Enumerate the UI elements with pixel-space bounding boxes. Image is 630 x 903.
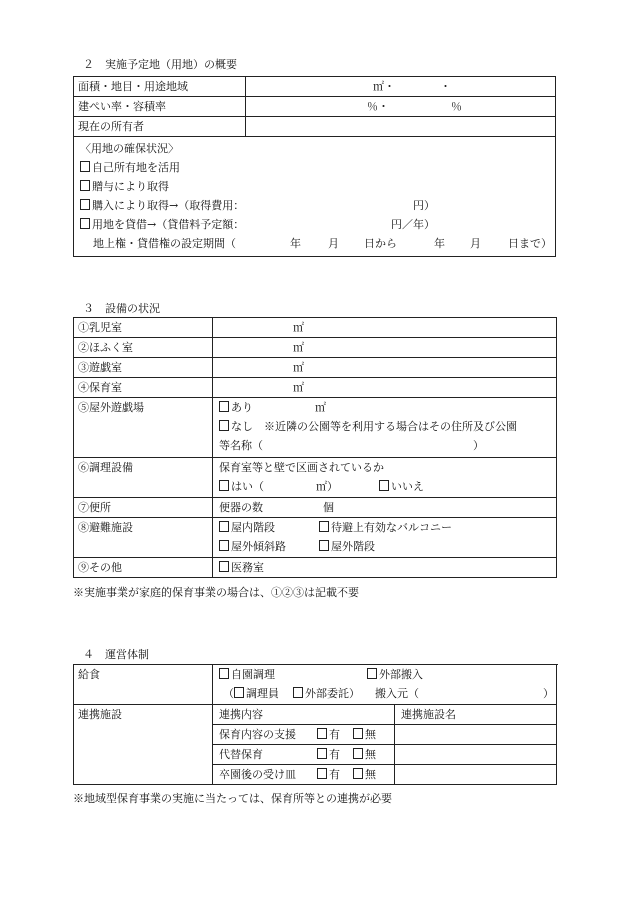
substitute-row-content <box>213 745 395 765</box>
floor-ratio-unit: ％ <box>451 100 462 113</box>
checkbox[interactable] <box>319 540 329 551</box>
no-label: 無 <box>365 748 376 761</box>
support-label: 保育内容の支援 <box>219 728 296 741</box>
lease-fee-unit: 円／年） <box>391 218 435 231</box>
checkbox[interactable] <box>367 668 377 679</box>
meal-label: 給食 <box>74 665 213 705</box>
area-unit: ㎡・ <box>373 80 395 93</box>
self-cooking-label: 自園調理 <box>231 668 275 681</box>
option-lease[interactable] <box>80 215 555 234</box>
external-delivery-option[interactable] <box>367 665 423 684</box>
section-2-heading: ２ 実施予定地（用地）の概要 <box>83 58 237 71</box>
toilet-count-unit: 個 <box>323 501 334 514</box>
checkbox[interactable] <box>219 521 229 532</box>
play-room-area[interactable] <box>213 358 557 378</box>
checkbox[interactable] <box>353 728 363 739</box>
acquisition-title: 〈用地の確保状況〉 <box>80 142 179 155</box>
support-no[interactable] <box>353 725 376 744</box>
checkbox[interactable] <box>80 199 90 210</box>
outdoor-stairs-label: 屋外階段 <box>331 540 375 553</box>
option-gift-label: 贈与により取得 <box>92 180 169 193</box>
support-yes[interactable] <box>317 725 340 744</box>
graduation-row-content <box>213 765 395 785</box>
partner-content-header: 連携内容 <box>213 705 395 725</box>
owner-row <box>74 117 556 137</box>
option-purchase-label: 購入により取得→（取得費用： <box>92 199 245 212</box>
balcony-label: 待避上有効なバルコニー <box>331 521 452 534</box>
park-name-line[interactable] <box>219 436 556 455</box>
meal-options <box>213 665 557 705</box>
checkbox[interactable] <box>219 420 229 431</box>
indoor-stairs-label: 屋内階段 <box>231 521 275 534</box>
checkbox[interactable] <box>293 687 303 698</box>
checkbox[interactable] <box>219 480 229 491</box>
yes-label: 有 <box>329 728 340 741</box>
facility-row-evacuation <box>74 518 557 558</box>
checkbox[interactable] <box>219 668 229 679</box>
no-label: 無 <box>365 728 376 741</box>
facility-row-nursery <box>74 378 557 398</box>
other-label: ⑨その他 <box>74 558 213 578</box>
area-unit: ㎡ <box>315 401 326 414</box>
operations-table <box>73 664 557 785</box>
start-year-label: 年 <box>290 237 301 250</box>
area-unit: ㎡ <box>293 361 304 374</box>
partner-facility-label: 連携施設 <box>74 705 213 785</box>
graduation-label: 卒園後の受け皿 <box>219 768 296 781</box>
land-acquisition-box <box>73 136 556 257</box>
evacuation-options <box>213 518 557 558</box>
section-3-heading: ３ 設備の状況 <box>83 302 160 315</box>
kitchen-label: ⑥調理設備 <box>74 458 213 498</box>
facility-row-play <box>74 358 557 378</box>
support-row-content <box>213 725 395 745</box>
option-own-land-label: 自己所有地を活用 <box>92 161 180 174</box>
toilet-count[interactable] <box>213 498 557 518</box>
end-day-label: 日まで） <box>508 237 552 250</box>
nursery-room-label: ④保育室 <box>74 378 213 398</box>
toilet-label: ⑦便所 <box>74 498 213 518</box>
site-summary-table <box>73 76 556 137</box>
kitchen-yes-label: はい（ <box>231 480 264 493</box>
cook-staff-label: 調理員 <box>246 687 279 700</box>
start-month-label: 月 <box>328 237 339 250</box>
coverage-label: 建ぺい率・容積率 <box>74 97 246 117</box>
outdoor-play-label: ⑤屋外遊戯場 <box>74 398 213 458</box>
crawling-room-area[interactable] <box>213 338 557 358</box>
checkbox[interactable] <box>317 728 327 739</box>
end-month-label: 月 <box>470 237 481 250</box>
balcony-option[interactable] <box>319 518 452 537</box>
self-cooking-option[interactable] <box>219 668 275 681</box>
checkbox[interactable] <box>317 748 327 759</box>
substitute-yes[interactable] <box>317 745 340 764</box>
substitute-label: 代替保育 <box>219 748 263 761</box>
staff-open-paren: （ <box>223 687 234 700</box>
substitute-partner-name[interactable] <box>395 745 557 765</box>
support-partner-name[interactable] <box>395 725 557 745</box>
area-field[interactable] <box>246 77 556 97</box>
area-row <box>74 77 556 97</box>
graduation-partner-name[interactable] <box>395 765 557 785</box>
evacuation-label: ⑧避難施設 <box>74 518 213 558</box>
meal-row <box>74 665 557 705</box>
delivery-source-close: ） <box>543 687 554 700</box>
graduation-no[interactable] <box>353 765 376 784</box>
park-name-label: 等名称（ <box>219 439 263 452</box>
area-label: 面積・地目・用途地域 <box>74 77 246 97</box>
coverage-unit: ％・ <box>367 100 389 113</box>
start-day-label: 日から <box>364 237 397 250</box>
area-unit: ㎡ <box>293 381 304 394</box>
outdoor-ramp-label: 屋外傾斜路 <box>231 540 286 553</box>
purchase-cost-unit: 円） <box>413 199 435 212</box>
checkbox[interactable] <box>219 401 229 412</box>
lease-period-line <box>80 234 555 253</box>
section-4-note: ※地域型保育事業の実施に当たっては、保育所等との連携が必要 <box>73 792 392 805</box>
park-name-close: ） <box>473 439 484 452</box>
yes-label: 有 <box>329 768 340 781</box>
nursery-room-area[interactable] <box>213 378 557 398</box>
checkbox[interactable] <box>379 480 389 491</box>
toilet-count-label: 便器の数 <box>219 501 263 514</box>
checkbox[interactable] <box>317 768 327 779</box>
outdoor-no-line[interactable] <box>219 417 556 436</box>
crawling-room-label: ②ほふく室 <box>74 338 213 358</box>
owner-label: 現在の所有者 <box>74 117 246 137</box>
checkbox[interactable] <box>80 180 90 191</box>
outdoor-yes-line[interactable] <box>219 398 556 417</box>
coverage-row <box>74 97 556 117</box>
end-year-label: 年 <box>434 237 445 250</box>
kitchen-question: 保育室等と壁で区画されているか <box>219 461 384 474</box>
area-separator: ・ <box>440 80 451 93</box>
checkbox[interactable] <box>219 540 229 551</box>
facility-row-toilet <box>74 498 557 518</box>
outdoor-play-options <box>213 398 557 458</box>
section-4-heading: ４ 運営体制 <box>83 648 149 661</box>
infant-room-area[interactable] <box>213 318 557 338</box>
kitchen-no-label: いいえ <box>391 480 424 493</box>
infirmary-label: 医務室 <box>231 561 264 574</box>
area-unit: ㎡ <box>293 341 304 354</box>
checkbox[interactable] <box>219 561 229 572</box>
kitchen-answer-line[interactable] <box>219 477 556 496</box>
partner-header-row <box>74 705 557 725</box>
external-delivery-label: 外部搬入 <box>379 668 423 681</box>
outdoor-stairs-option[interactable] <box>319 537 375 556</box>
yes-label: 有 <box>329 748 340 761</box>
outdoor-no-label: なし ※近隣の公園等を利用する場合はその住所及び公園 <box>231 420 517 433</box>
outsourced-label: 外部委託） <box>305 687 360 700</box>
graduation-yes[interactable] <box>317 765 340 784</box>
partner-name-header: 連携施設名 <box>395 705 557 725</box>
option-gift[interactable] <box>80 177 555 196</box>
option-purchase[interactable] <box>80 196 555 215</box>
facility-row-kitchen <box>74 458 557 498</box>
coverage-field[interactable] <box>246 97 556 117</box>
kitchen-options <box>213 458 557 498</box>
checkbox[interactable] <box>80 218 90 229</box>
checkbox[interactable] <box>80 161 90 172</box>
lease-period-label: 地上権・貸借権の設定期間（ <box>93 237 236 250</box>
checkbox[interactable] <box>319 521 329 532</box>
delivery-source-label: 搬入元（ <box>375 687 419 700</box>
checkbox[interactable] <box>353 768 363 779</box>
facility-row-other <box>74 558 557 578</box>
facility-row-outdoor <box>74 398 557 458</box>
outdoor-yes-label: あり <box>231 401 253 414</box>
option-own-land[interactable] <box>80 158 555 177</box>
option-lease-label: 用地を貸借→（貸借料予定額： <box>92 218 245 231</box>
facility-row-infant <box>74 318 557 338</box>
substitute-no[interactable] <box>353 745 376 764</box>
infant-room-label: ①乳児室 <box>74 318 213 338</box>
indoor-stairs-option[interactable] <box>219 521 275 534</box>
kitchen-area-unit: ㎡） <box>316 480 338 493</box>
no-label: 無 <box>365 768 376 781</box>
play-room-label: ③遊戯室 <box>74 358 213 378</box>
checkbox[interactable] <box>353 748 363 759</box>
section-3-note: ※実施事業が家庭的保育事業の場合は、①②③は記載不要 <box>73 586 359 599</box>
outdoor-ramp-option[interactable] <box>219 540 286 553</box>
infirmary-option[interactable] <box>213 558 557 578</box>
facility-row-crawling <box>74 338 557 358</box>
area-unit: ㎡ <box>293 321 304 334</box>
facilities-table <box>73 317 557 578</box>
checkbox[interactable] <box>234 687 244 698</box>
owner-field[interactable] <box>246 117 556 137</box>
